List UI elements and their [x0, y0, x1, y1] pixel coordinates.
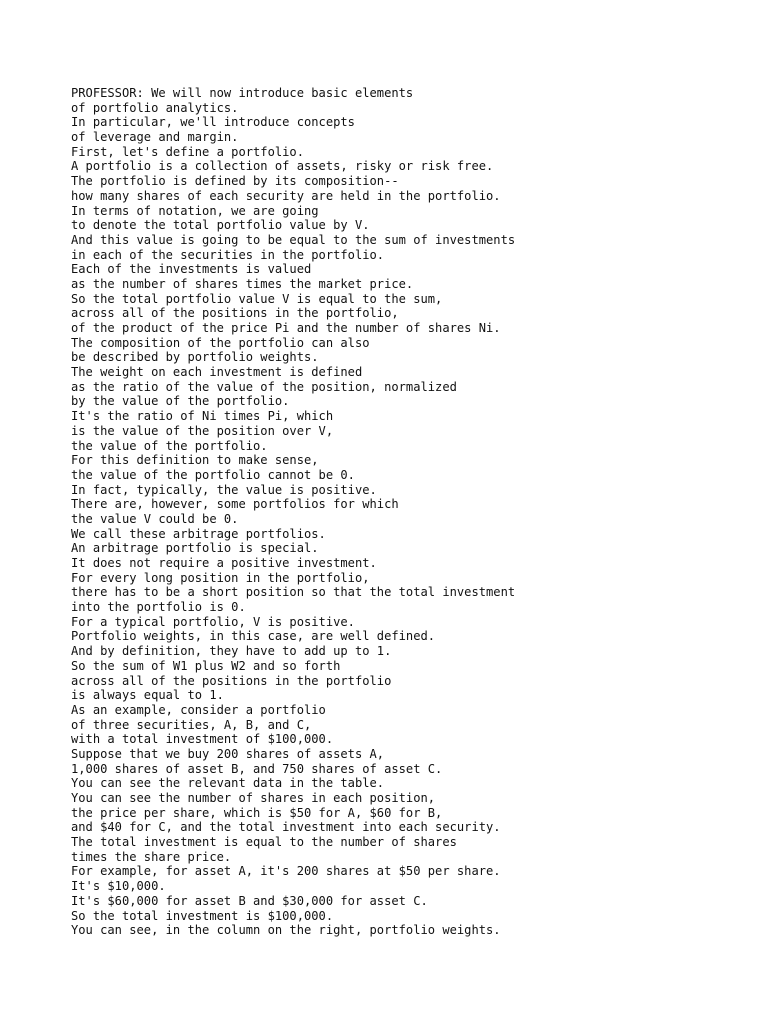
transcript-line: For a typical portfolio, V is positive.	[71, 614, 355, 629]
transcript-line: of the product of the price Pi and the number of shares Ni.	[71, 321, 501, 335]
transcript-page	[71, 86, 751, 938]
transcript-line: And this value is going to be equal to the sum of investments	[71, 232, 516, 247]
transcript-line: into the portfolio is 0.	[71, 600, 246, 615]
transcript-line: across all of the positions in the portfolio,	[71, 306, 399, 321]
transcript-line: We call these arbitrage portfolios.	[71, 526, 326, 541]
transcript-line: For example, for asset A, it's 200 shares at $50 per share.	[71, 864, 501, 879]
transcript-line: A portfolio is a collection of assets, risky or risk free.	[71, 159, 494, 174]
transcript-line: how many shares of each security are held in the portfolio.	[71, 188, 501, 203]
transcript-line: with a total investment of $100,000.	[71, 732, 334, 747]
transcript-line: In particular, we'll introduce concepts	[71, 115, 355, 130]
transcript-line: in each of the securities in the portfolio.	[71, 247, 385, 262]
transcript-line: As an example, consider a portfolio	[71, 702, 326, 717]
transcript-line: It's $10,000.	[71, 879, 166, 894]
transcript-line: And by definition, they have to add up to 1.	[71, 644, 392, 659]
transcript-line: is always equal to 1.	[71, 688, 224, 703]
transcript-line: to denote the total portfolio value by V.	[71, 218, 370, 233]
transcript-line: be described by portfolio weights.	[71, 350, 319, 365]
transcript-line: the value of the portfolio cannot be 0.	[71, 467, 355, 482]
transcript-line: The portfolio is defined by its composition--	[71, 174, 399, 189]
transcript-line: It's the ratio of Ni times Pi, which	[71, 409, 334, 424]
transcript-line: In fact, typically, the value is positive.	[71, 482, 377, 497]
transcript-line: of three securities, A, B, and C,	[71, 717, 312, 732]
transcript-line: The total investment is equal to the number of shares	[71, 835, 457, 850]
transcript-line: An arbitrage portfolio is special.	[71, 541, 319, 556]
transcript-line: Each of the investments is valued	[71, 262, 312, 277]
transcript-line: there has to be a short position so that the total investment	[71, 585, 516, 600]
transcript-line: across all of the positions in the portfolio	[71, 673, 392, 688]
transcript-line: The composition of the portfolio can also	[71, 335, 370, 350]
transcript-line: the value V could be 0.	[71, 511, 239, 526]
transcript-line: There are, however, some portfolios for which	[71, 497, 399, 512]
transcript-line: 1,000 shares of asset B, and 750 shares of asset C.	[71, 761, 443, 776]
transcript-line: You can see the number of shares in each position,	[71, 791, 436, 805]
transcript-line: So the sum of W1 plus W2 and so forth	[71, 658, 341, 673]
transcript-line: So the total portfolio value V is equal to the sum,	[71, 291, 443, 306]
transcript-line: the value of the portfolio.	[71, 438, 268, 453]
transcript-line: You can see, in the column on the right, portfolio weights.	[71, 923, 501, 938]
transcript-line: the price per share, which is $50 for A, $60 for B,	[71, 805, 443, 820]
transcript-line: as the number of shares times the market price.	[71, 276, 414, 291]
transcript-line: times the share price.	[71, 849, 232, 864]
transcript-line: So the total investment is $100,000.	[71, 908, 334, 923]
transcript-line: Suppose that we buy 200 shares of assets A,	[71, 746, 385, 761]
transcript-line: You can see the relevant data in the table.	[71, 776, 385, 791]
transcript-line: Portfolio weights, in this case, are well defined.	[71, 629, 436, 644]
transcript-line: and $40 for C, and the total investment into each security.	[71, 820, 501, 835]
transcript-line: as the ratio of the value of the position, normalized	[71, 379, 457, 394]
transcript-line: of leverage and margin.	[71, 130, 239, 145]
transcript-line: The weight on each investment is defined	[71, 365, 363, 380]
transcript-line: For this definition to make sense,	[71, 453, 319, 468]
transcript-line: by the value of the portfolio.	[71, 394, 290, 409]
transcript-line: It does not require a positive investment.	[71, 556, 377, 570]
transcript-line: of portfolio analytics.	[71, 100, 239, 115]
transcript-line: In terms of notation, we are going	[71, 203, 319, 218]
transcript-line: It's $60,000 for asset B and $30,000 for asset C.	[71, 893, 428, 908]
transcript-line: PROFESSOR: We will now introduce basic elements	[71, 86, 414, 100]
transcript-line: is the value of the position over V,	[71, 423, 334, 438]
transcript-line: For every long position in the portfolio,	[71, 570, 370, 585]
transcript-line: First, let's define a portfolio.	[71, 144, 304, 159]
